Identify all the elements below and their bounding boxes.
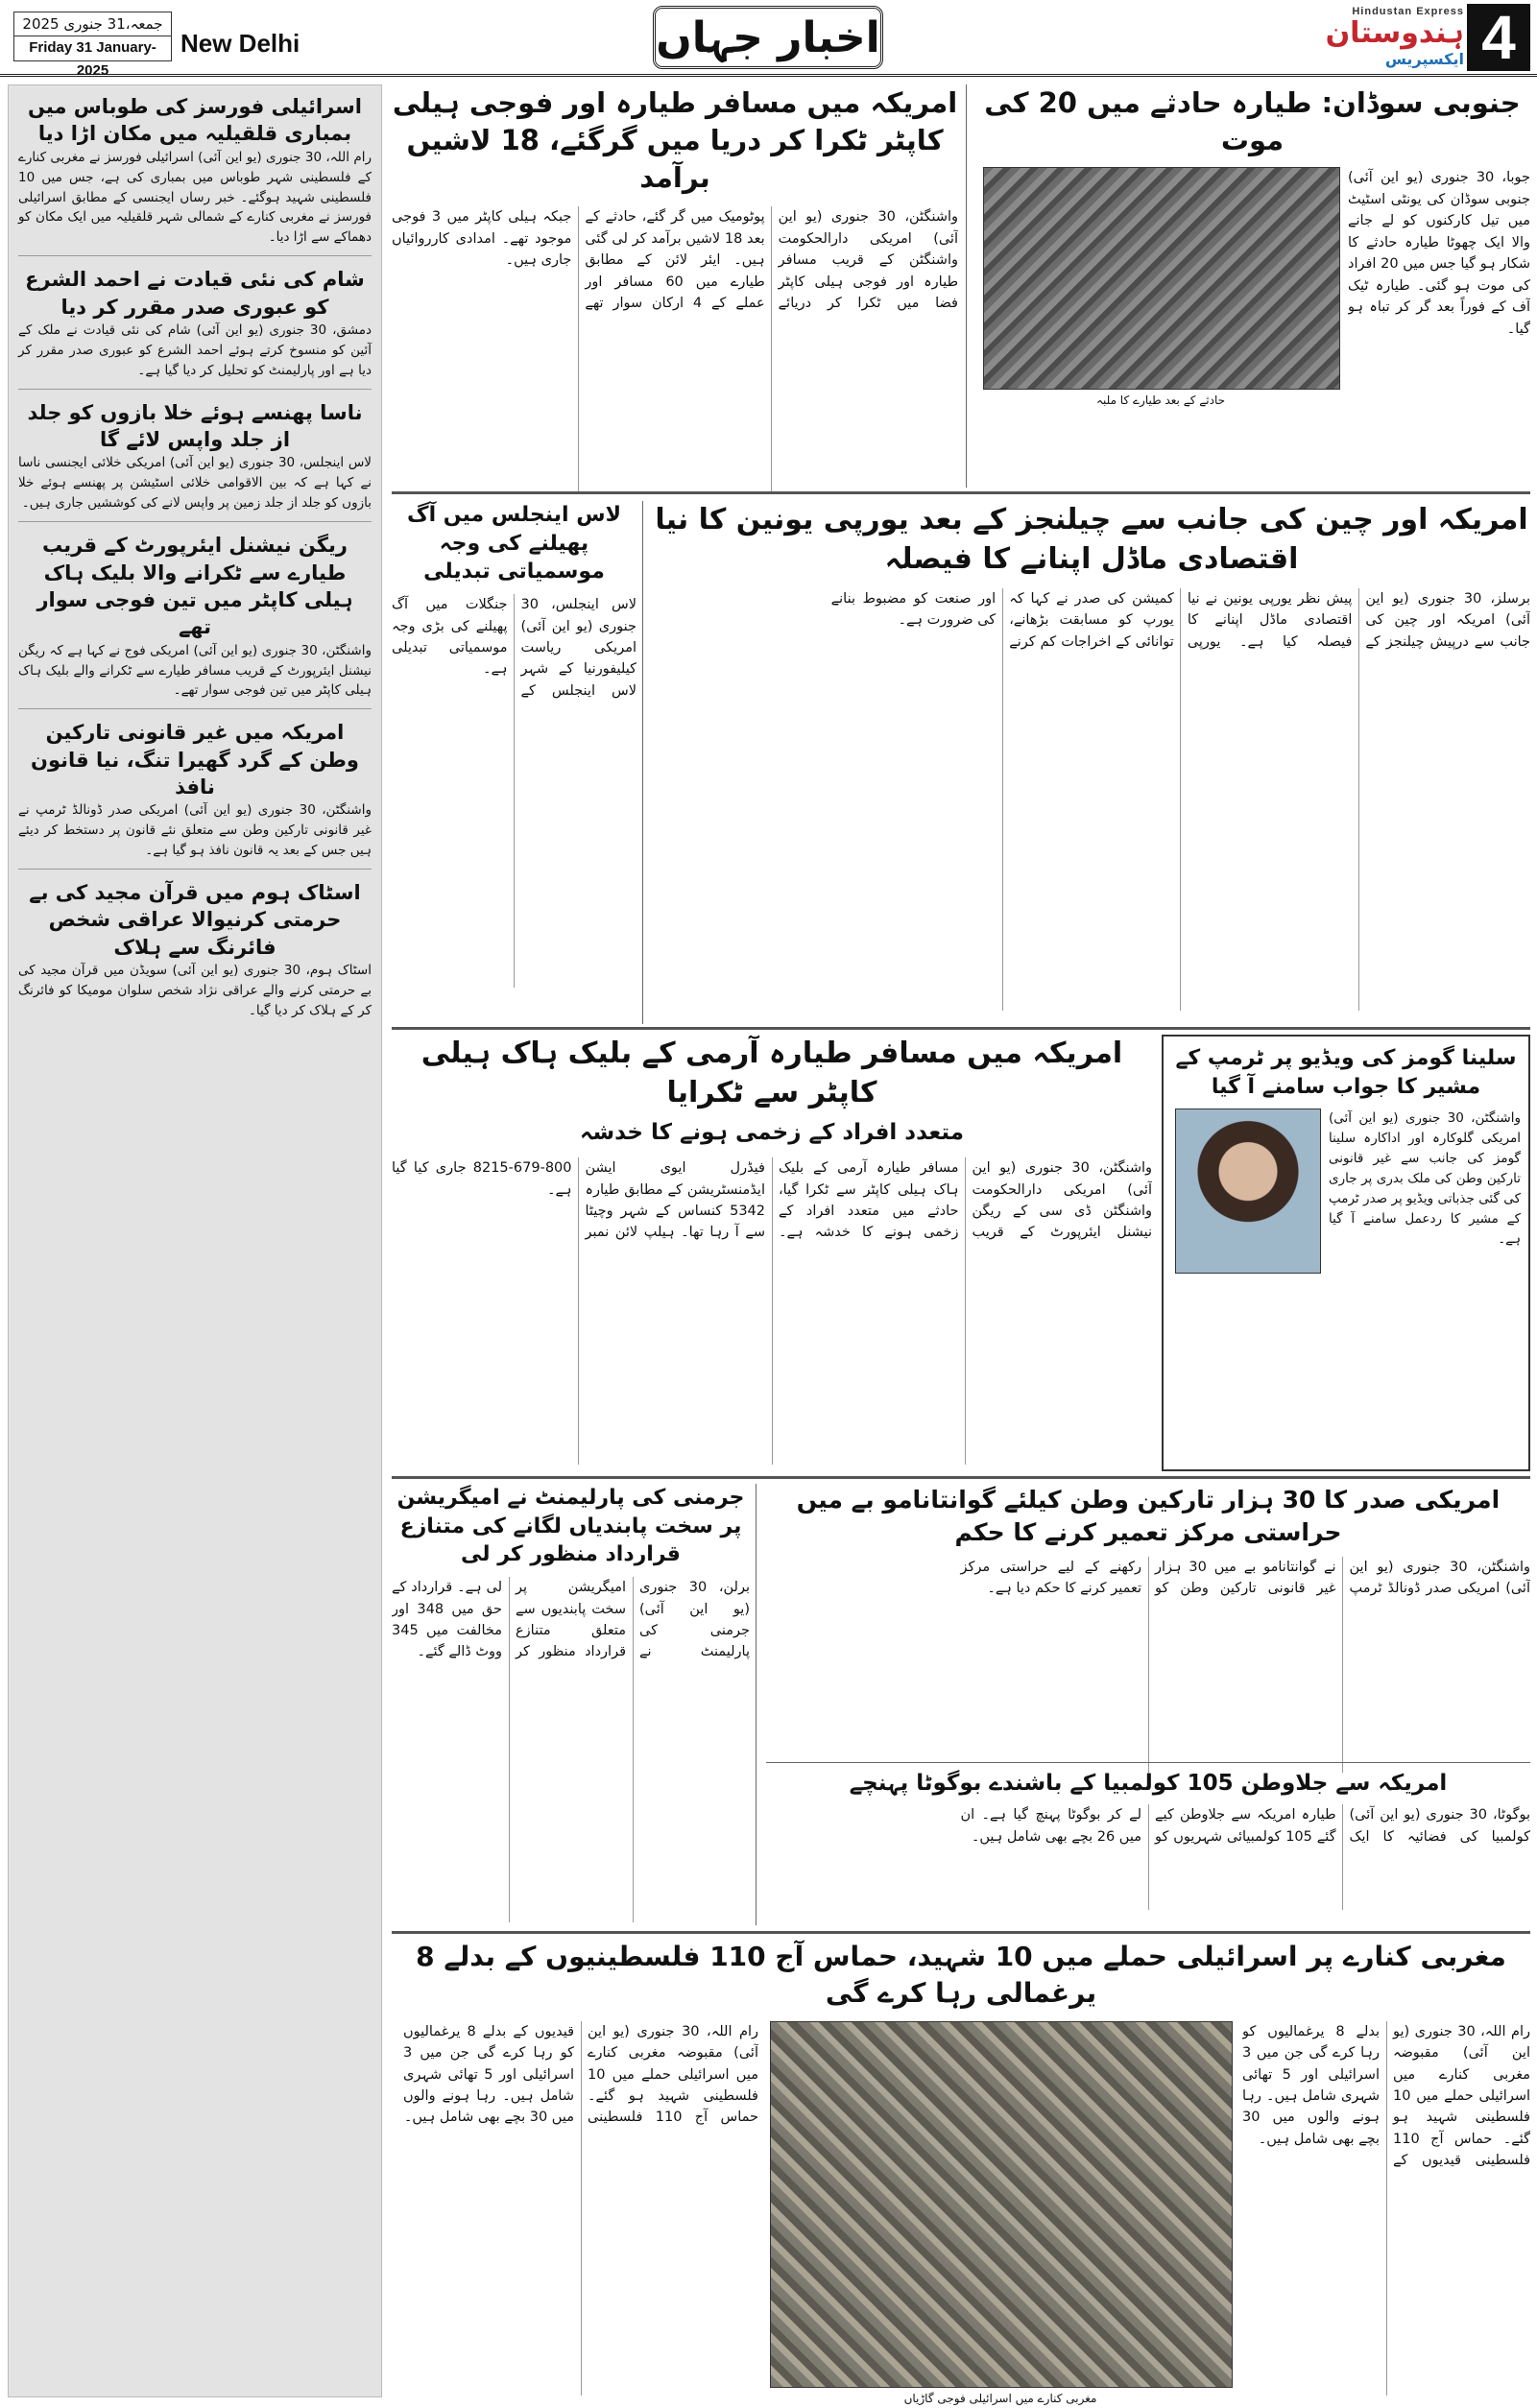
article-headline: امریکہ اور چین کی جانب سے چیلنجز کے بعد یورپی یونین کا نیا اقتصادی ماڈل اپنانے کا فیصلہ — [655, 503, 1528, 576]
west-bank-photo — [770, 2021, 1233, 2388]
article-headline: اسرائیلی فورسز کی طوباس میں بمباری قلقیلیہ میں مکان اڑا دیا — [28, 95, 362, 146]
divider — [392, 1931, 1530, 1934]
article-headline: ناسا پھنسے ہوئے خلا بازوں کو جلد از جلد واپس لائے گا — [27, 400, 363, 452]
article-headline: ریگن نیشنل ایئرپورٹ کے قریب طیارے سے ٹکرانے والا بلیک ہاک ہیلی کاپٹر میں تین فوجی سوار تھے — [36, 534, 353, 639]
sidebar-article — [18, 719, 372, 870]
date-box — [13, 12, 172, 79]
article-subheadline: متعدد افراد کے زخمی ہونے کا خدشہ — [579, 1120, 965, 1145]
article-body: جوبا، 30 جنوری (یو این آئی) جنوبی سوڈان کی یونٹی اسٹیٹ میں تیل کارکنوں کو لے جانے والا ایک چھوٹا طیارہ حادثے کا شکار ہو گیا جس میں 20 افراد کی موت ہو گئی۔ طیارہ ٹیک آف کے فوراً بعد گر کر تباہ ہو گیا۔ — [1348, 170, 1530, 337]
article-body-continued: رام اللہ، 30 جنوری (یو این آئی) مقبوضہ مغربی کنارے میں اسرائیلی حملے میں 10 فلسطینی شہید ہو گئے۔ حماس آج 110 فلسطینی قیدیوں کے بدلے 8 یرغمالیوں کو رہا کرے گی جن میں 3 اسرائیلی اور 5 تھائی شہری شامل ہیں۔ رہا ہونے والوں میں 30 بچے بھی شامل ہیں۔ — [403, 2023, 758, 2126]
plane-crash-photo — [983, 167, 1340, 390]
city-name: New Delhi — [180, 29, 300, 58]
photo-caption: حادثے کے بعد طیارے کا ملبہ — [1095, 393, 1226, 408]
article-body: رام اللہ، 30 جنوری (یو این آئی) اسرائیلی فورسز نے مغربی کنارے کے فلسطینی شہر طوباس میں بمباری کی ہے، جس میں 10 فلسطینی شہید ہوگئے۔ خبر رساں ایجنسی کے مطابق اسرائیلی فورسز نے مغربی کنارے کے شمالی شہر قلقیلیہ میں ایک مکان کو دھماکے سے اڑا دیا۔ — [18, 149, 372, 246]
sidebar-article — [18, 879, 372, 1029]
article-headline: اسٹاک ہوم میں قرآن مجید کی بے حرمتی کرنیوالا عراقی شخص فائرنگ سے ہلاک — [29, 881, 361, 959]
article-headline: جرمنی کی پارلیمنٹ نے امیگریشن پر سخت پابندیاں لگانے کی متنازع قرارداد منظور کر لی — [396, 1486, 745, 1567]
article-headline: مغربی کنارے پر اسرائیلی حملے میں 10 شہید، حماس آج 110 فلسطینیوں کے بدلے 8 یرغمالی رہا کرے گی — [416, 1941, 1506, 2009]
article-headline: امریکی صدر کا 30 ہزار تارکین وطن کیلئے گوانتانامو بے میں حراستی مرکز تعمیر کرنے کا حکم — [796, 1486, 1501, 1546]
article-body: واشنگٹن، 30 جنوری (یو این آئی) امریکی دارالحکومت واشنگٹن کے قریب مسافر طیارہ اور فوجی ہیلی کاپٹر فضا میں ٹکرا کر دریائے پوٹومیک میں گر گئے، حادثے کے بعد 18 لاشیں برآمد کر لی گئی ہیں۔ ایئر لائن کے مطابق طیارے میں 60 مسافر اور عملے کے 4 ارکان سوار تھے جبکہ ہیلی کاپٹر میں 3 فوجی موجود تھے۔ امدادی کارروائیاں جاری ہیں۔ — [392, 209, 958, 312]
article-colombia — [766, 1762, 1530, 1925]
article-headline: لاس اینجلس میں آگ پھیلنے کی وجہ موسمیاتی تبدیلی — [407, 503, 621, 584]
article-headline: امریکہ میں مسافر طیارہ اور فوجی ہیلی کاپٹر ٹکرا کر دریا میں گرگئے، 18 لاشیں برآمد — [392, 86, 958, 195]
article-body: برسلز، 30 جنوری (یو این آئی) امریکہ اور چین کی جانب سے درپیش چیلنجز کے پیش نظر یورپی یونین نے نیا اقتصادی ماڈل اپنانے کا فیصلہ کیا ہے۔ یورپی کمیشن کی صدر نے کہا کہ یورپ کو مسابقت بڑھانے، توانائی کے اخراجات کم کرنے اور صنعت کو مضبوط بنانے کی ضرورت ہے۔ — [830, 591, 1530, 650]
sidebar-article — [18, 532, 372, 709]
article-south-sudan — [966, 84, 1530, 488]
divider — [392, 1476, 1530, 1479]
article-body: واشنگٹن، 30 جنوری (یو این آئی) امریکی گلوکارہ اور اداکارہ سلینا گومز کی جانب سے غیر قانونی تارکین وطن کی ملک بدری پر جاری کی گئی جذباتی ویڈیو پر صدر ٹرمپ کے مشیر کا ردعمل سامنے آ گیا ہے۔ — [1329, 1110, 1521, 1247]
article-body: بوگوٹا، 30 جنوری (یو این آئی) کولمبیا کی فضائیہ کا ایک طیارہ امریکہ سے جلاوطن کیے گئے 105 کولمبیائی شہریوں کو لے کر بوگوٹا پہنچ گیا ہے۔ ان میں 26 بچے بھی شامل ہیں۔ — [960, 1807, 1530, 1845]
divider — [392, 1027, 1530, 1030]
article-selena-gomez — [1162, 1035, 1530, 1471]
article-body: واشنگٹن، 30 جنوری (یو این آئی) امریکی صدر ڈونالڈ ٹرمپ نے غیر قانونی تارکین وطن سے متعلق نئے قانون پر دستخط کر دیئے ہیں جس کے بعد یہ قانون نافذ ہو گیا ہے۔ — [18, 802, 372, 859]
article-body: برلن، 30 جنوری (یو این آئی) جرمنی کی پارلیمنٹ نے امیگریشن پر سخت پابندیوں سے متعلق متنازع قرارداد منظور کر لی ہے۔ قرارداد کے حق میں 348 اور مخالفت میں 345 ووٹ ڈالے گئے۔ — [392, 1580, 750, 1660]
article-body: لاس اینجلس، 30 جنوری (یو این آئی) امریکی ریاست کیلیفورنیا کے شہر لاس اینجلس کے جنگلات میں آگ پھیلنے کی بڑی وجہ موسمیاتی تبدیلی ہے۔ — [392, 597, 636, 699]
logo-urdu-bottom: ایکسپریس — [1384, 50, 1464, 68]
divider — [392, 491, 1530, 494]
article-body: اسٹاک ہوم، 30 جنوری (یو این آئی) سویڈن میں قرآن مجید کی بے حرمتی کرنے والے عراقی نژاد شخص سلوان مومیکا کو فائرنگ کر کے ہلاک کر دیا گیا۔ — [18, 963, 372, 1019]
article-headline: امریکہ سے جلاوطن 105 کولمبیا کے باشندے بوگوٹا پہنچے — [849, 1771, 1448, 1796]
logo-urdu-top: ہندوستان — [1325, 16, 1464, 50]
article-body: واشنگٹن، 30 جنوری (یو این آئی) امریکی دارالحکومت واشنگٹن ڈی سی کے ریگن نیشنل ایئرپورٹ کے قریب مسافر طیارہ آرمی کے بلیک ہاک ہیلی کاپٹر سے ٹکرا گیا، حادثے میں متعدد افراد کے زخمی ہونے کا خدشہ ہے۔ فیڈرل ایوی ایشن ایڈمنسٹریشن کے مطابق طیارہ 5342 کنساس کے شہر وچیٹا سے آ رہا تھا۔ ہیلپ لائن نمبر 800-679-8215 جاری کیا گیا ہے۔ — [392, 1160, 1152, 1241]
article-body: لاس اینجلس، 30 جنوری (یو این آئی) امریکی خلائی ایجنسی ناسا نے کہا ہے کہ بین الاقوامی خلائی اسٹیشن پر پھنسے ہوئے خلا بازوں کو جلد از جلد زمین پر واپس لانے کی کوششیں جاری ہیں۔ — [18, 455, 372, 512]
section-title: اخبار جہاں — [653, 6, 883, 69]
article-guantanamo — [766, 1484, 1530, 1757]
article-germany — [392, 1484, 756, 1925]
article-west-bank — [392, 1939, 1530, 2405]
page-number: 4 — [1467, 4, 1530, 71]
article-body: رام اللہ، 30 جنوری (یو این آئی) مقبوضہ مغربی کنارے میں اسرائیلی حملے میں 10 فلسطینی شہید ہو گئے۔ حماس آج 110 فلسطینی قیدیوں کے بدلے 8 یرغمالیوں کو رہا کرے گی جن میں 3 اسرائیلی اور 5 تھائی شہری شامل ہیں۔ رہا ہونے والوں میں 30 بچے بھی شامل ہیں۔ — [1242, 2023, 1530, 2169]
logo-english: Hindustan Express — [1352, 6, 1464, 17]
article-headline: شام کی نئی قیادت نے احمد الشرع کو عبوری صدر مقرر کر دیا — [25, 268, 365, 319]
article-la-fire — [392, 501, 643, 1024]
article-eu-model — [653, 501, 1530, 1024]
article-body: دمشق، 30 جنوری (یو این آئی) شام کی نئی قیادت نے ملک کے آئین کو منسوخ کرتے ہوئے احمد الشرع کو عبوری صدر مقرر کر دیا ہے اور پارلیمنٹ کو تحلیل کر دیا گیا ہے۔ — [18, 322, 372, 378]
selena-gomez-photo — [1175, 1109, 1321, 1274]
article-headline: امریکہ میں غیر قانونی تارکین وطن کے گرد گھیرا تنگ، نیا قانون نافذ — [31, 721, 359, 799]
article-headline: سلینا گومز کی ویڈیو پر ٹرمپ کے مشیر کا جواب سامنے آ گیا — [1175, 1046, 1517, 1099]
date-urdu: جمعہ،31 جنوری 2025 — [14, 12, 171, 36]
photo-caption: مغربی کنارے میں اسرائیلی فوجی گاڑیاں — [903, 2391, 1097, 2405]
article-headline: جنوبی سوڈان: طیارہ حادثے میں 20 کی موت — [984, 86, 1521, 157]
newspaper-logo — [1214, 6, 1464, 69]
article-body: واشنگٹن، 30 جنوری (یو این آئی) امریکی صدر ڈونالڈ ٹرمپ نے گوانتانامو بے میں 30 ہزار غیر قانونی تارکین وطن کو رکھنے کے لیے حراستی مرکز تعمیر کرنے کا حکم دیا ہے۔ — [960, 1559, 1530, 1596]
masthead — [0, 0, 1537, 77]
date-english: Friday 31 January-2025 — [29, 39, 156, 79]
sidebar-article — [18, 399, 372, 522]
article-plane-helicopter — [392, 84, 958, 488]
article-headline: امریکہ میں مسافر طیارہ آرمی کے بلیک ہاک ہیلی کاپٹر سے ٹکرایا — [420, 1037, 1123, 1109]
article-body: واشنگٹن، 30 جنوری (یو این آئی) امریکی فوج نے کہا ہے کہ ریگن نیشنل ایئرپورٹ کے قریب مسافر طیارے سے ٹکرانے والے بلیک ہاک ہیلی کاپٹر میں تین فوجی سوار تھے۔ — [18, 642, 372, 699]
article-blackhawk — [392, 1035, 1152, 1471]
sidebar-article — [18, 93, 372, 256]
sidebar-news-column — [8, 84, 382, 2397]
sidebar-article — [18, 266, 372, 389]
